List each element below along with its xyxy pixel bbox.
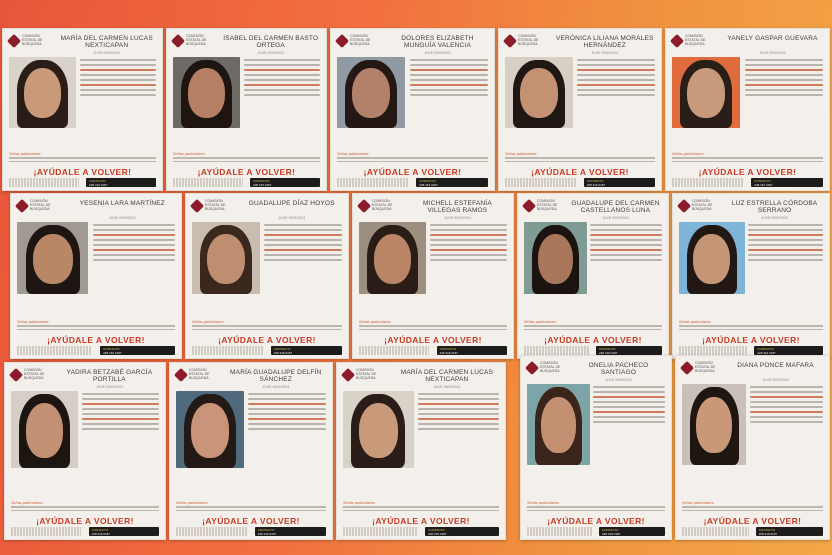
footer-strip [679, 346, 748, 355]
notes [679, 325, 823, 332]
footer-strip [672, 178, 744, 187]
poster-card [330, 28, 495, 191]
case-number: JUVE 0000/2024 [762, 378, 789, 382]
person-details [577, 59, 655, 99]
person-name: MARÍA DEL CARMEN LUCAS NEXTICAPAN [60, 35, 153, 50]
footer-strip [176, 527, 247, 536]
contact-box: CONTACTO 228 319 0187 [756, 527, 823, 536]
contact-box: CONTACTO 228 319 0187 [250, 178, 320, 187]
poster-card [672, 193, 830, 359]
person-details [430, 224, 507, 264]
cta-heading: ¡AYÚDALE A VOLVER! [202, 516, 300, 526]
notes [524, 325, 662, 332]
commission-logo: COMISIÓN ESTATAL DE BÚSQUEDA [173, 35, 216, 47]
case-number: JUVE 0000/2024 [605, 378, 632, 382]
case-number: JUVE 0000/2024 [257, 51, 284, 55]
person-photo [524, 222, 587, 294]
case-number: JUVE 0000/2024 [424, 51, 451, 55]
commission-logo: COMISIÓN ESTATAL DE BÚSQUEDA [11, 369, 54, 381]
cta-heading: ¡AYÚDALE A VOLVER! [531, 167, 629, 177]
case-number: JUVE 0000/2024 [93, 51, 120, 55]
notes [173, 157, 320, 164]
notes [682, 506, 823, 513]
person-details [590, 224, 662, 264]
commission-logo: COMISIÓN ESTATAL DE BÚSQUEDA [17, 200, 60, 212]
person-photo [682, 384, 746, 465]
notes [11, 506, 159, 513]
person-details [80, 59, 156, 99]
poster-card [520, 355, 672, 540]
poster-card [498, 28, 662, 191]
notes [192, 325, 342, 332]
case-number: JUVE 0000/2024 [761, 216, 788, 220]
commission-logo: COMISIÓN ESTATAL DE BÚSQUEDA [679, 200, 722, 212]
case-number: JUVE 0000/2024 [278, 216, 306, 220]
poster-card [665, 28, 830, 191]
senas-label: Señas particulares: [192, 320, 225, 324]
person-photo [672, 57, 740, 128]
person-photo [343, 391, 414, 468]
person-photo [679, 222, 745, 294]
person-name: DIANA PONCE MAFARA [737, 362, 814, 369]
case-number: JUVE 0000/2024 [602, 216, 629, 220]
notes [527, 506, 665, 513]
senas-label: Señas particulares: [672, 152, 705, 156]
person-photo [359, 222, 426, 294]
person-photo [337, 57, 405, 128]
notes [337, 157, 488, 164]
contact-box: CONTACTO 228 319 0187 [425, 527, 499, 536]
senas-label: Señas particulares: [682, 501, 715, 505]
contact-box: CONTACTO 228 319 0187 [100, 346, 175, 355]
footer-strip [17, 346, 92, 355]
commission-logo: COMISIÓN ESTATAL DE BÚSQUEDA [682, 362, 725, 374]
commission-logo: COMISIÓN ESTATAL DE BÚSQUEDA [343, 369, 386, 381]
commission-logo: COMISIÓN ESTATAL DE BÚSQUEDA [192, 200, 235, 212]
person-name: ISABEL DEL CARMEN BASTO ORTEGA [223, 35, 319, 50]
person-name: YADIRA BETZABÉ GARCÍA PORTILLA [66, 369, 153, 384]
cta-heading: ¡AYÚDALE A VOLVER! [36, 516, 134, 526]
senas-label: Señas particulares: [9, 152, 42, 156]
person-details [82, 393, 159, 433]
notes [343, 506, 499, 513]
person-name: VERÓNICA LILIANA MORALES HERNÁNDEZ [555, 35, 654, 50]
case-number: JUVE 0000/2024 [591, 51, 619, 55]
footer-strip [527, 527, 593, 536]
contact-box: CONTACTO 228 319 0187 [751, 178, 823, 187]
cta-heading: ¡AYÚDALE A VOLVER! [33, 167, 132, 177]
poster-card [169, 362, 333, 540]
poster-card [166, 28, 327, 191]
commission-logo: COMISIÓN ESTATAL DE BÚSQUEDA [9, 35, 52, 47]
case-number: JUVE 0000/2024 [759, 51, 786, 55]
person-photo [527, 384, 590, 465]
contact-box: CONTACTO 228 319 0187 [255, 527, 326, 536]
footer-strip [524, 346, 590, 355]
contact-box: CONTACTO 228 319 0187 [271, 346, 342, 355]
person-details [264, 224, 342, 264]
poster-card [2, 28, 163, 191]
senas-label: Señas particulares: [359, 320, 392, 324]
poster-card [675, 355, 830, 540]
cta-heading: ¡AYÚDALE A VOLVER! [702, 335, 800, 345]
notes [176, 506, 326, 513]
commission-logo: COMISIÓN ESTATAL DE BÚSQUEDA [672, 35, 715, 47]
person-name: LUZ ESTRELLA CÓRDOBA SERRANO [731, 200, 818, 215]
commission-logo: COMISIÓN ESTATAL DE BÚSQUEDA [524, 200, 567, 212]
contact-box: CONTACTO 228 319 0187 [596, 346, 662, 355]
contact-box: CONTACTO 228 319 0187 [599, 527, 665, 536]
person-details [748, 224, 823, 264]
footer-strip [682, 527, 749, 536]
senas-label: Señas particulares: [11, 501, 44, 505]
footer-strip [173, 178, 243, 187]
person-details [93, 224, 175, 264]
poster-card [336, 362, 506, 540]
senas-label: Señas particulares: [505, 152, 538, 156]
contact-box: CONTACTO 228 319 0187 [86, 178, 156, 187]
person-name: GUADALUPE DEL CARMEN CASTELLANOS LUNA [571, 200, 660, 215]
cta-heading: ¡AYÚDALE A VOLVER! [218, 335, 316, 345]
contact-box: CONTACTO 228 319 0187 [584, 178, 655, 187]
person-name: ONELIA PACHECO SANTIAGO [588, 362, 649, 377]
contact-box: CONTACTO 228 319 0187 [89, 527, 159, 536]
footer-strip [505, 178, 576, 187]
senas-label: Señas particulares: [527, 501, 560, 505]
person-photo [9, 57, 76, 128]
person-name: YESENIA LARA MARTÍNEZ [79, 200, 165, 207]
poster-card [4, 362, 166, 540]
person-name: MARÍA GUADALUPE DELFÍN SÁNCHEZ [230, 369, 322, 384]
cta-heading: ¡AYÚDALE A VOLVER! [372, 516, 470, 526]
senas-label: Señas particulares: [337, 152, 370, 156]
person-photo [11, 391, 78, 468]
person-details [745, 59, 823, 99]
person-photo [176, 391, 244, 468]
senas-label: Señas particulares: [173, 152, 206, 156]
footer-strip [343, 527, 417, 536]
notes [9, 157, 156, 164]
cta-heading: ¡AYÚDALE A VOLVER! [384, 335, 482, 345]
footer-strip [337, 178, 409, 187]
poster-card [352, 193, 514, 359]
person-name: MARÍA DEL CARMEN LUCAS NEXTICAPAN [400, 369, 494, 384]
cta-heading: ¡AYÚDALE A VOLVER! [547, 516, 645, 526]
person-details [418, 393, 499, 433]
person-details [593, 386, 665, 426]
cta-heading: ¡AYÚDALE A VOLVER! [703, 516, 802, 526]
senas-label: Señas particulares: [176, 501, 209, 505]
senas-label: Señas particulares: [679, 320, 712, 324]
cta-heading: ¡AYÚDALE A VOLVER! [363, 167, 462, 177]
commission-logo: COMISIÓN ESTATAL DE BÚSQUEDA [176, 369, 219, 381]
notes [672, 157, 823, 164]
case-number: JUVE 0000/2024 [262, 385, 290, 389]
notes [359, 325, 507, 332]
notes [17, 325, 175, 332]
case-number: JUVE 0000/2024 [433, 385, 461, 389]
commission-logo: COMISIÓN ESTATAL DE BÚSQUEDA [337, 35, 380, 47]
cta-heading: ¡AYÚDALE A VOLVER! [698, 167, 797, 177]
person-name: GUADALUPE DÍAZ HOYOS [248, 200, 335, 207]
commission-logo: COMISIÓN ESTATAL DE BÚSQUEDA [359, 200, 402, 212]
senas-label: Señas particulares: [17, 320, 50, 324]
footer-strip [9, 178, 79, 187]
case-number: JUVE 0000/2024 [444, 216, 471, 220]
senas-label: Señas particulares: [524, 320, 557, 324]
poster-card [517, 193, 669, 359]
case-number: JUVE 0000/2024 [96, 385, 123, 389]
footer-strip [359, 346, 429, 355]
person-details [244, 59, 320, 99]
person-name: YANELY GASPAR GUEVARA [727, 35, 818, 42]
case-number: JUVE 0000/2024 [109, 216, 136, 220]
person-photo [505, 57, 573, 128]
senas-label: Señas particulares: [343, 501, 376, 505]
contact-box: CONTACTO 228 319 0187 [416, 178, 488, 187]
cta-heading: ¡AYÚDALE A VOLVER! [197, 167, 296, 177]
person-photo [173, 57, 240, 128]
contact-box: CONTACTO 228 319 0187 [437, 346, 507, 355]
commission-logo: COMISIÓN ESTATAL DE BÚSQUEDA [505, 35, 548, 47]
commission-logo: COMISIÓN ESTATAL DE BÚSQUEDA [527, 362, 570, 374]
cta-heading: ¡AYÚDALE A VOLVER! [544, 335, 642, 345]
person-details [410, 59, 488, 99]
person-name: MICHELL ESTEFANÍA VILLEGAS RAMOS [422, 200, 492, 215]
poster-card [185, 193, 349, 359]
person-details [750, 386, 823, 426]
contact-box: CONTACTO 228 319 0187 [754, 346, 823, 355]
person-name: DOLORES ELIZABETH MUNGUÍA VALENCIA [401, 35, 474, 50]
cta-heading: ¡AYÚDALE A VOLVER! [47, 335, 145, 345]
person-photo [17, 222, 88, 294]
notes [505, 157, 655, 164]
poster-card [10, 193, 182, 359]
person-photo [192, 222, 260, 294]
footer-strip [192, 346, 263, 355]
footer-strip [11, 527, 81, 536]
person-details [248, 393, 326, 433]
